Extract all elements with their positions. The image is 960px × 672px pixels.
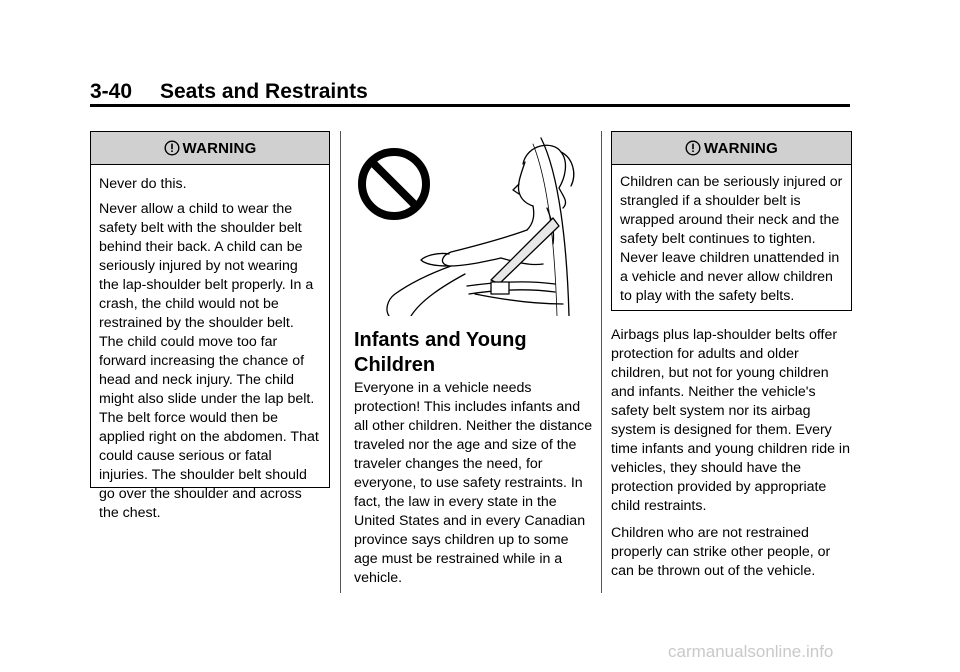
warning-header [91, 132, 329, 165]
body-paragraph: Airbags plus lap-shoulder belts offer protection for adults and older children, but not for young children and infants. Neither the vehicle's safety belt system nor its airbag system is designed for them. Every time infants and young children ride in vehicles, they should have the protection provided by appropriate child restraints. [611, 327, 850, 514]
right-column-text [611, 326, 855, 589]
section-title: Seats and Restraints [160, 80, 368, 103]
body-paragraph: Children who are not restrained properly can strike other people, or can be thrown out of the vehicle. [611, 525, 831, 579]
page-number: 3-40 [90, 80, 133, 103]
warning-header [612, 132, 851, 165]
warning-text-short: Never do this. [99, 176, 187, 192]
warning-label: WARNING [704, 139, 778, 157]
middle-column-text [354, 379, 594, 596]
warning-text-long: Never allow a child to wear the safety belt with the shoulder belt behind their back. A child can be seriously injured by not wearing the lap-shoulder belt properly. In a crash, the child would not be restrained by the shoulder belt. The child could move too far forward increasing the chance of head and neck injury. The child might also slide under the lap belt. The belt force would then be applied right on the abdomen. That could cause serious or fatal injuries. The shoulder belt should go over the shoulder and across the chest. [99, 201, 319, 521]
watermark: carmanualsonline.info [668, 642, 834, 661]
page-header [90, 80, 850, 107]
warning-box-left [90, 131, 330, 521]
body-paragraph: Everyone in a vehicle needs protection! This includes infants and all other children. Neither the distance traveled nor the age and size of the traveler changes the need, for everyone, to use safety restraints. In fact, the law in every state in the United States and in every Canadian province says children up to some age must be restrained while in a vehicle. [354, 380, 593, 586]
warning-icon [685, 140, 701, 156]
warning-icon [164, 140, 180, 156]
prohibited-symbol-icon [362, 152, 426, 216]
warning-text: Children can be seriously injured or strangled if a shoulder belt is wrapped around their neck and the safety belt continues to tighten. Never leave children unattended in a vehicle and never allow children to play with the safety belts. [620, 174, 843, 304]
section-heading: Infants and Young Children [354, 329, 527, 376]
column-divider-left [340, 131, 341, 593]
warning-box-right [611, 131, 852, 311]
child-seatbelt-illustration [355, 134, 587, 316]
warning-label: WARNING [182, 139, 257, 157]
